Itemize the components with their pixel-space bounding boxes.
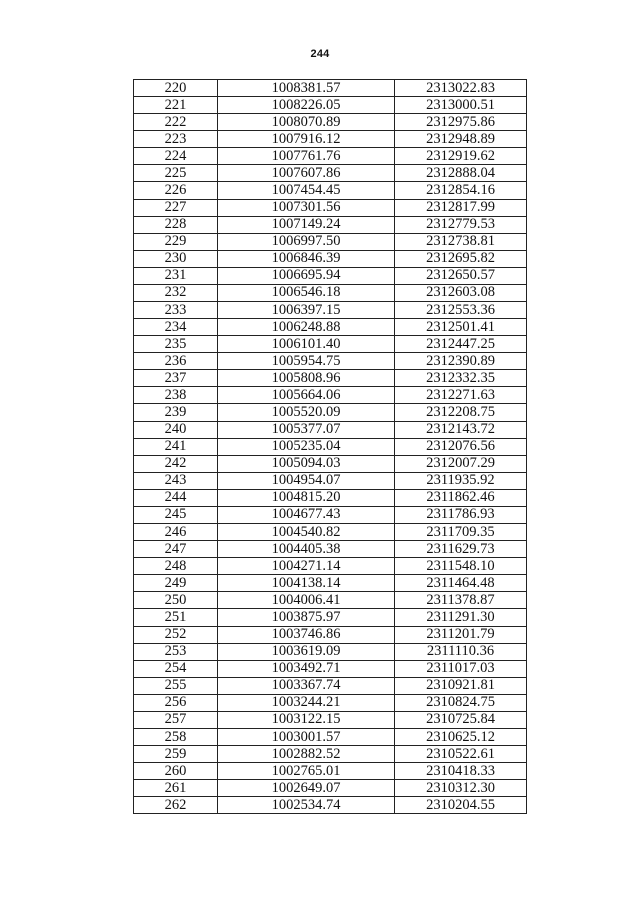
x-coordinate-cell: 1004405.38 xyxy=(218,541,395,558)
y-coordinate-cell: 2311017.03 xyxy=(395,660,527,677)
y-coordinate-cell: 2311786.93 xyxy=(395,506,527,523)
x-coordinate-cell: 1003619.09 xyxy=(218,643,395,660)
point-id-cell: 223 xyxy=(134,131,218,148)
x-coordinate-cell: 1003746.86 xyxy=(218,626,395,643)
point-id-cell: 246 xyxy=(134,524,218,541)
y-coordinate-cell: 2310204.55 xyxy=(395,797,527,814)
point-id-cell: 243 xyxy=(134,472,218,489)
table-row xyxy=(134,404,527,421)
x-coordinate-cell: 1007607.86 xyxy=(218,165,395,182)
table-row xyxy=(134,609,527,626)
table-row xyxy=(134,575,527,592)
x-coordinate-cell: 1003875.97 xyxy=(218,609,395,626)
point-id-cell: 248 xyxy=(134,558,218,575)
table-row xyxy=(134,284,527,301)
y-coordinate-cell: 2311110.36 xyxy=(395,643,527,660)
x-coordinate-cell: 1004138.14 xyxy=(218,575,395,592)
point-id-cell: 250 xyxy=(134,592,218,609)
point-id-cell: 222 xyxy=(134,114,218,131)
y-coordinate-cell: 2312143.72 xyxy=(395,421,527,438)
point-id-cell: 244 xyxy=(134,489,218,506)
y-coordinate-cell: 2312738.81 xyxy=(395,233,527,250)
point-id-cell: 232 xyxy=(134,284,218,301)
point-id-cell: 221 xyxy=(134,97,218,114)
x-coordinate-cell: 1002649.07 xyxy=(218,780,395,797)
y-coordinate-cell: 2312271.63 xyxy=(395,387,527,404)
coordinate-table xyxy=(133,79,527,814)
x-coordinate-cell: 1003122.15 xyxy=(218,711,395,728)
table-row xyxy=(134,797,527,814)
point-id-cell: 224 xyxy=(134,148,218,165)
table-row xyxy=(134,472,527,489)
point-id-cell: 254 xyxy=(134,660,218,677)
x-coordinate-cell: 1005664.06 xyxy=(218,387,395,404)
table-row xyxy=(134,728,527,745)
table-row xyxy=(134,763,527,780)
y-coordinate-cell: 2311201.79 xyxy=(395,626,527,643)
table-row xyxy=(134,148,527,165)
y-coordinate-cell: 2311291.30 xyxy=(395,609,527,626)
table-row xyxy=(134,694,527,711)
y-coordinate-cell: 2311629.73 xyxy=(395,541,527,558)
point-id-cell: 258 xyxy=(134,728,218,745)
y-coordinate-cell: 2310921.81 xyxy=(395,677,527,694)
x-coordinate-cell: 1006248.88 xyxy=(218,319,395,336)
point-id-cell: 249 xyxy=(134,575,218,592)
table-row xyxy=(134,353,527,370)
y-coordinate-cell: 2312390.89 xyxy=(395,353,527,370)
point-id-cell: 245 xyxy=(134,506,218,523)
point-id-cell: 259 xyxy=(134,746,218,763)
x-coordinate-cell: 1006546.18 xyxy=(218,284,395,301)
x-coordinate-cell: 1003001.57 xyxy=(218,728,395,745)
point-id-cell: 229 xyxy=(134,233,218,250)
x-coordinate-cell: 1004006.41 xyxy=(218,592,395,609)
point-id-cell: 251 xyxy=(134,609,218,626)
table-row xyxy=(134,131,527,148)
point-id-cell: 228 xyxy=(134,216,218,233)
y-coordinate-cell: 2312948.89 xyxy=(395,131,527,148)
table-row xyxy=(134,250,527,267)
x-coordinate-cell: 1007301.56 xyxy=(218,199,395,216)
point-id-cell: 238 xyxy=(134,387,218,404)
table-row xyxy=(134,233,527,250)
y-coordinate-cell: 2310625.12 xyxy=(395,728,527,745)
table-row xyxy=(134,524,527,541)
table-row xyxy=(134,626,527,643)
x-coordinate-cell: 1008070.89 xyxy=(218,114,395,131)
y-coordinate-cell: 2313022.83 xyxy=(395,80,527,97)
table-row xyxy=(134,643,527,660)
point-id-cell: 256 xyxy=(134,694,218,711)
coordinate-table-container xyxy=(133,79,526,814)
table-row xyxy=(134,506,527,523)
y-coordinate-cell: 2310312.30 xyxy=(395,780,527,797)
point-id-cell: 225 xyxy=(134,165,218,182)
x-coordinate-cell: 1006695.94 xyxy=(218,267,395,284)
x-coordinate-cell: 1008226.05 xyxy=(218,97,395,114)
point-id-cell: 235 xyxy=(134,336,218,353)
point-id-cell: 233 xyxy=(134,302,218,319)
y-coordinate-cell: 2312854.16 xyxy=(395,182,527,199)
x-coordinate-cell: 1002534.74 xyxy=(218,797,395,814)
x-coordinate-cell: 1003492.71 xyxy=(218,660,395,677)
table-row xyxy=(134,302,527,319)
y-coordinate-cell: 2312695.82 xyxy=(395,250,527,267)
table-row xyxy=(134,660,527,677)
table-row xyxy=(134,780,527,797)
y-coordinate-cell: 2312603.08 xyxy=(395,284,527,301)
point-id-cell: 261 xyxy=(134,780,218,797)
y-coordinate-cell: 2313000.51 xyxy=(395,97,527,114)
x-coordinate-cell: 1003367.74 xyxy=(218,677,395,694)
x-coordinate-cell: 1004540.82 xyxy=(218,524,395,541)
table-row xyxy=(134,489,527,506)
table-row xyxy=(134,438,527,455)
table-row xyxy=(134,370,527,387)
y-coordinate-cell: 2312447.25 xyxy=(395,336,527,353)
table-row xyxy=(134,711,527,728)
x-coordinate-cell: 1002882.52 xyxy=(218,746,395,763)
y-coordinate-cell: 2311935.92 xyxy=(395,472,527,489)
point-id-cell: 237 xyxy=(134,370,218,387)
table-row xyxy=(134,541,527,558)
y-coordinate-cell: 2312332.35 xyxy=(395,370,527,387)
x-coordinate-cell: 1005520.09 xyxy=(218,404,395,421)
point-id-cell: 252 xyxy=(134,626,218,643)
y-coordinate-cell: 2311709.35 xyxy=(395,524,527,541)
table-row xyxy=(134,558,527,575)
table-row xyxy=(134,216,527,233)
page-number: 244 xyxy=(310,48,330,60)
y-coordinate-cell: 2310522.61 xyxy=(395,746,527,763)
point-id-cell: 239 xyxy=(134,404,218,421)
point-id-cell: 253 xyxy=(134,643,218,660)
table-row xyxy=(134,80,527,97)
table-row xyxy=(134,677,527,694)
point-id-cell: 236 xyxy=(134,353,218,370)
y-coordinate-cell: 2311548.10 xyxy=(395,558,527,575)
y-coordinate-cell: 2312817.99 xyxy=(395,199,527,216)
table-row xyxy=(134,336,527,353)
table-row xyxy=(134,182,527,199)
x-coordinate-cell: 1005377.07 xyxy=(218,421,395,438)
y-coordinate-cell: 2311378.87 xyxy=(395,592,527,609)
x-coordinate-cell: 1007149.24 xyxy=(218,216,395,233)
x-coordinate-cell: 1005808.96 xyxy=(218,370,395,387)
x-coordinate-cell: 1008381.57 xyxy=(218,80,395,97)
table-row xyxy=(134,421,527,438)
y-coordinate-cell: 2312553.36 xyxy=(395,302,527,319)
table-row xyxy=(134,165,527,182)
table-row xyxy=(134,592,527,609)
table-row xyxy=(134,199,527,216)
x-coordinate-cell: 1007916.12 xyxy=(218,131,395,148)
y-coordinate-cell: 2312007.29 xyxy=(395,455,527,472)
point-id-cell: 255 xyxy=(134,677,218,694)
point-id-cell: 260 xyxy=(134,763,218,780)
y-coordinate-cell: 2312888.04 xyxy=(395,165,527,182)
y-coordinate-cell: 2310725.84 xyxy=(395,711,527,728)
point-id-cell: 231 xyxy=(134,267,218,284)
y-coordinate-cell: 2310418.33 xyxy=(395,763,527,780)
table-row xyxy=(134,455,527,472)
y-coordinate-cell: 2312650.57 xyxy=(395,267,527,284)
table-row xyxy=(134,267,527,284)
table-row xyxy=(134,746,527,763)
x-coordinate-cell: 1006846.39 xyxy=(218,250,395,267)
y-coordinate-cell: 2312076.56 xyxy=(395,438,527,455)
table-row xyxy=(134,319,527,336)
point-id-cell: 257 xyxy=(134,711,218,728)
x-coordinate-cell: 1002765.01 xyxy=(218,763,395,780)
table-row xyxy=(134,97,527,114)
x-coordinate-cell: 1004954.07 xyxy=(218,472,395,489)
y-coordinate-cell: 2310824.75 xyxy=(395,694,527,711)
y-coordinate-cell: 2311464.48 xyxy=(395,575,527,592)
x-coordinate-cell: 1004815.20 xyxy=(218,489,395,506)
x-coordinate-cell: 1004677.43 xyxy=(218,506,395,523)
point-id-cell: 220 xyxy=(134,80,218,97)
point-id-cell: 226 xyxy=(134,182,218,199)
x-coordinate-cell: 1005235.04 xyxy=(218,438,395,455)
point-id-cell: 262 xyxy=(134,797,218,814)
x-coordinate-cell: 1006997.50 xyxy=(218,233,395,250)
x-coordinate-cell: 1005954.75 xyxy=(218,353,395,370)
x-coordinate-cell: 1005094.03 xyxy=(218,455,395,472)
point-id-cell: 247 xyxy=(134,541,218,558)
point-id-cell: 240 xyxy=(134,421,218,438)
x-coordinate-cell: 1006101.40 xyxy=(218,336,395,353)
table-row xyxy=(134,387,527,404)
x-coordinate-cell: 1007761.76 xyxy=(218,148,395,165)
point-id-cell: 230 xyxy=(134,250,218,267)
point-id-cell: 242 xyxy=(134,455,218,472)
y-coordinate-cell: 2312208.75 xyxy=(395,404,527,421)
y-coordinate-cell: 2311862.46 xyxy=(395,489,527,506)
x-coordinate-cell: 1006397.15 xyxy=(218,302,395,319)
point-id-cell: 241 xyxy=(134,438,218,455)
point-id-cell: 234 xyxy=(134,319,218,336)
y-coordinate-cell: 2312919.62 xyxy=(395,148,527,165)
y-coordinate-cell: 2312501.41 xyxy=(395,319,527,336)
y-coordinate-cell: 2312975.86 xyxy=(395,114,527,131)
y-coordinate-cell: 2312779.53 xyxy=(395,216,527,233)
x-coordinate-cell: 1004271.14 xyxy=(218,558,395,575)
coordinate-table-body xyxy=(134,80,527,814)
point-id-cell: 227 xyxy=(134,199,218,216)
table-row xyxy=(134,114,527,131)
x-coordinate-cell: 1003244.21 xyxy=(218,694,395,711)
x-coordinate-cell: 1007454.45 xyxy=(218,182,395,199)
